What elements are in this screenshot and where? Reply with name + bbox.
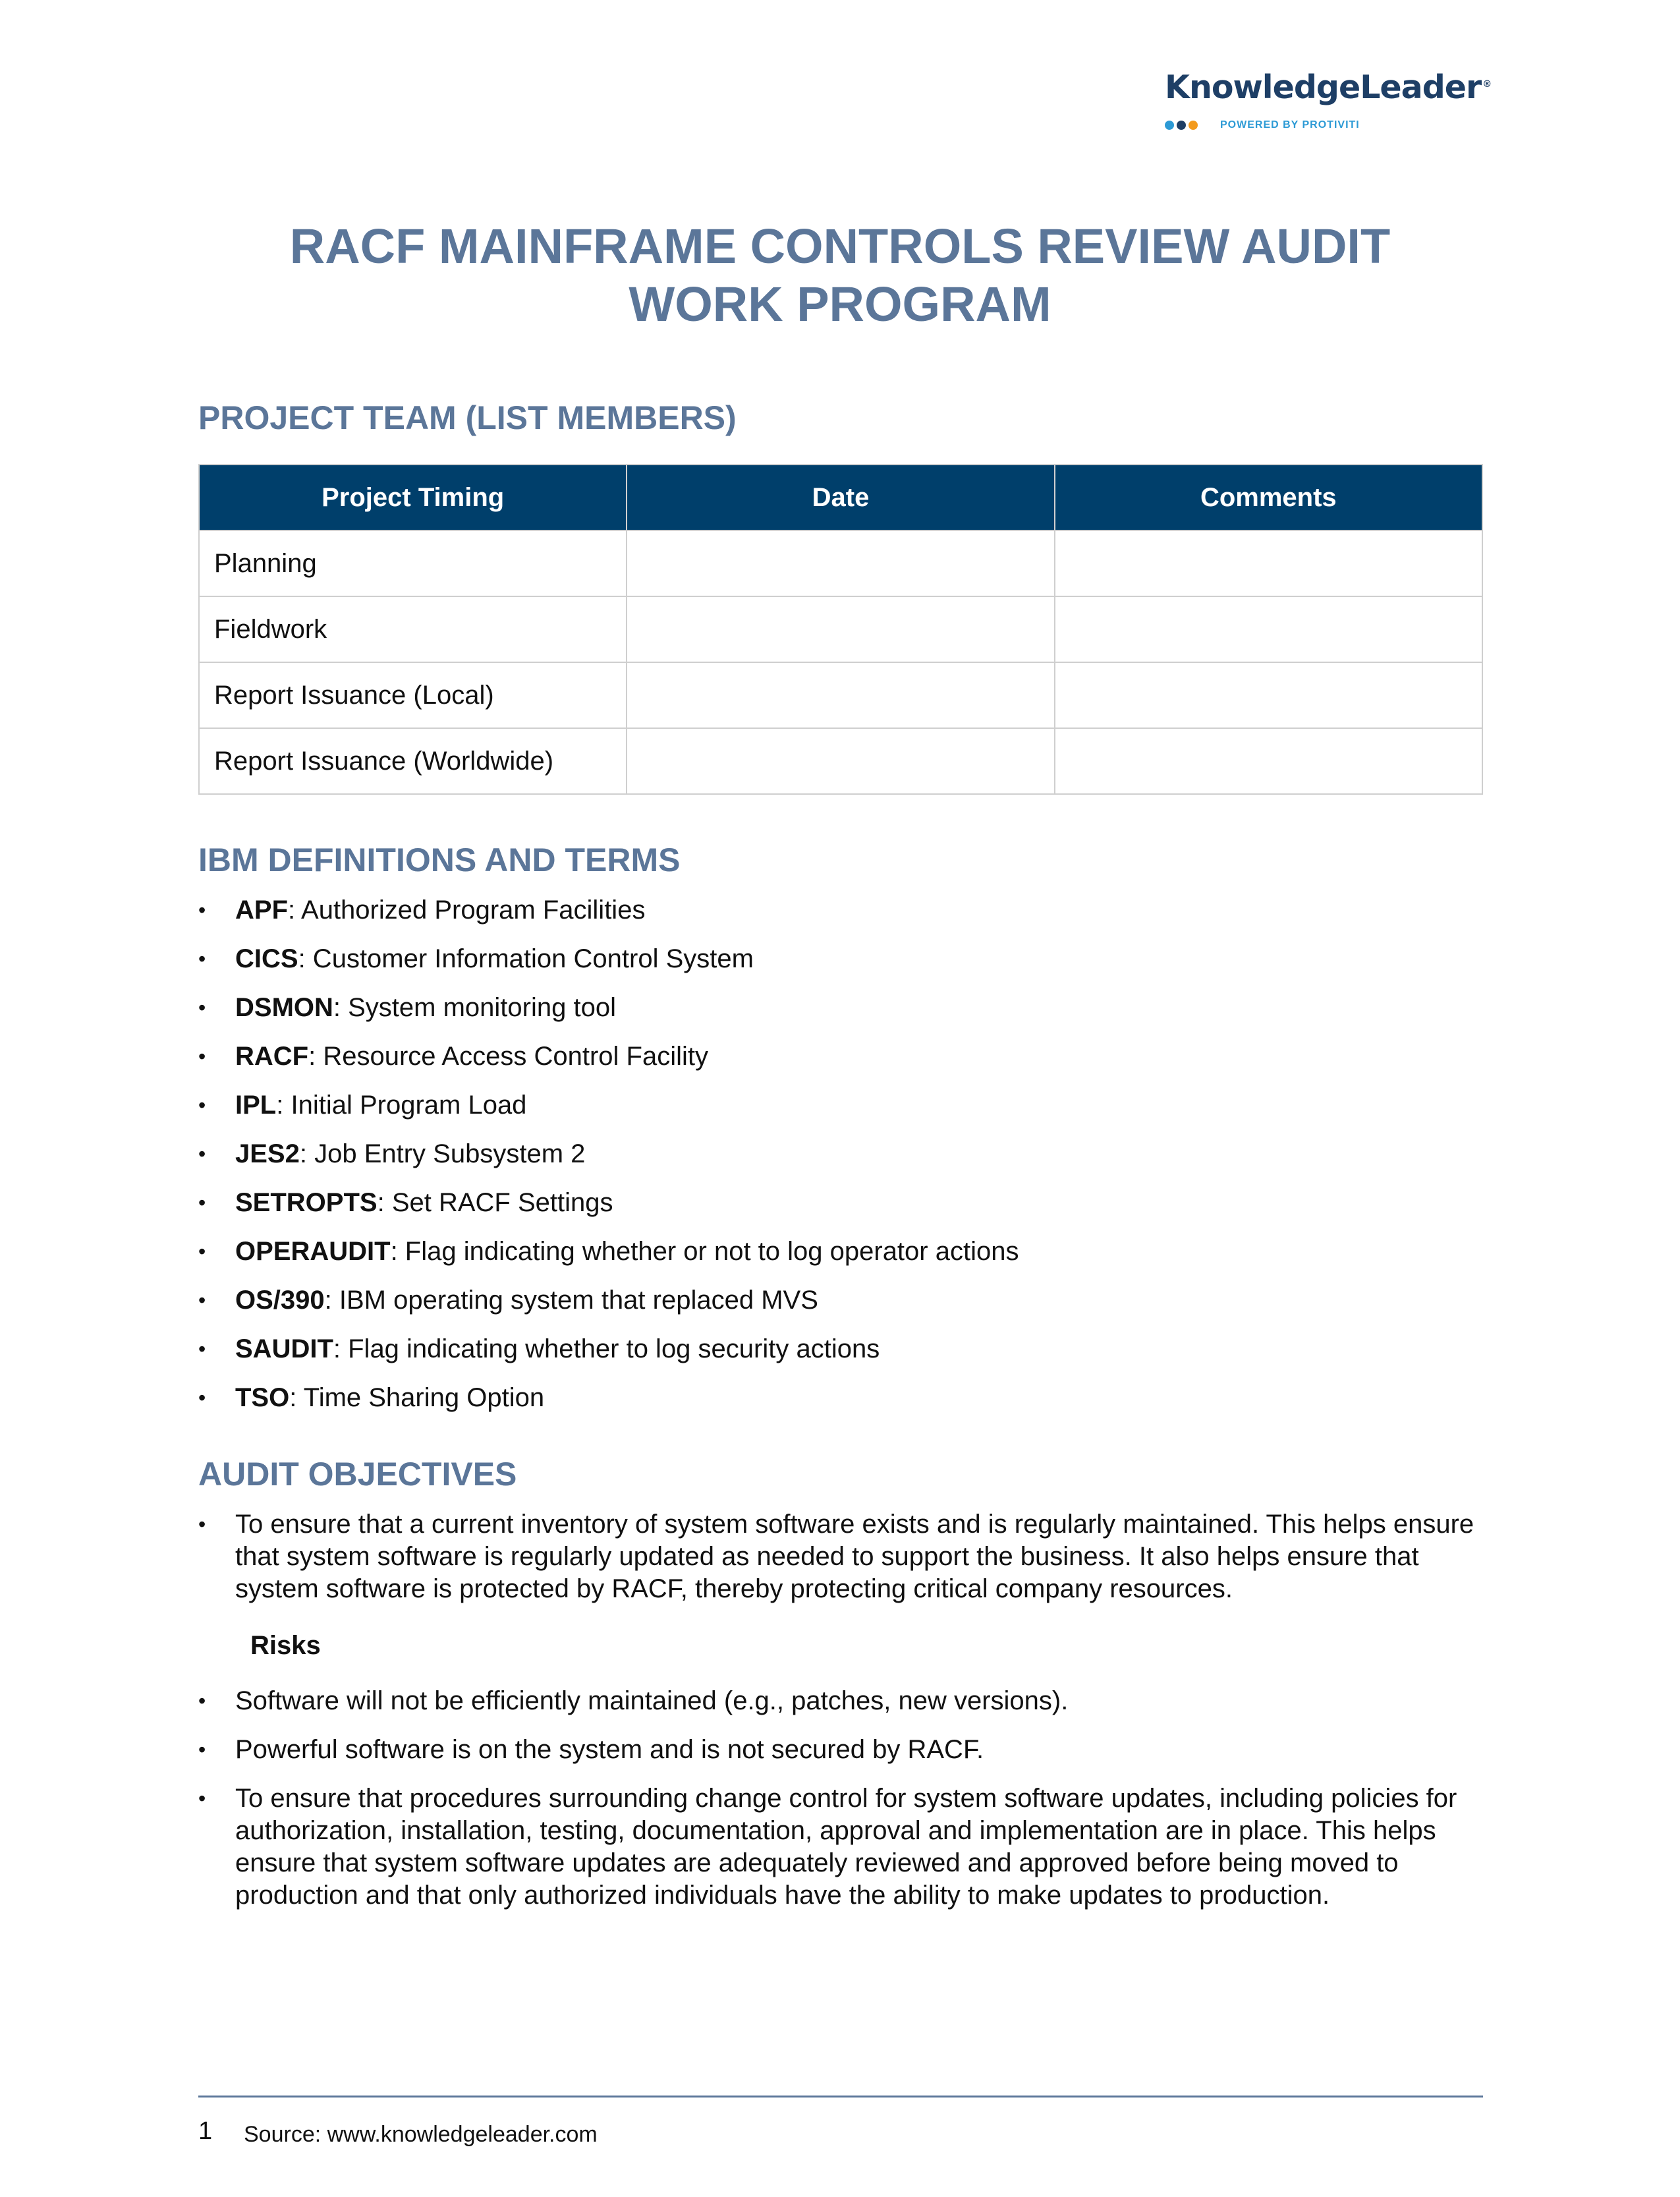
term: JES2: [235, 1139, 300, 1168]
logo-wordmark: [1165, 69, 1492, 106]
list-item: [198, 894, 1490, 927]
table-row: [199, 662, 1482, 728]
list-item: [198, 1734, 1490, 1766]
term-definition: : Resource Access Control Facility: [308, 1042, 708, 1071]
risks-heading: Risks: [250, 1631, 321, 1660]
risk-text: Software will not be efficiently maintained (e.g., patches, new versions).: [235, 1686, 1069, 1715]
logo-dot-blue: [1165, 121, 1174, 130]
term: OS/390: [235, 1286, 325, 1315]
bullet-icon: •: [198, 1337, 206, 1361]
project-team-heading: PROJECT TEAM (LIST MEMBERS): [198, 399, 737, 436]
term: SETROPTS: [235, 1188, 378, 1217]
audit-objectives-heading: AUDIT OBJECTIVES: [198, 1456, 517, 1493]
list-item: [198, 1138, 1490, 1170]
term-definition: : System monitoring tool: [333, 993, 616, 1022]
logo-tagline: POWERED BY PROTIVITI: [1220, 119, 1360, 130]
knowledgeleader-logo: [1165, 69, 1492, 131]
bullet-icon: •: [198, 947, 206, 971]
term: APF: [235, 896, 288, 925]
list-item: [198, 1382, 1490, 1414]
term-definition: : Customer Information Control System: [298, 944, 754, 973]
cell-date[interactable]: [627, 530, 1054, 596]
list-item: [198, 1685, 1490, 1717]
term-definition: : Initial Program Load: [276, 1091, 527, 1120]
definitions-list: [198, 894, 1490, 1431]
cell-timing: Planning: [199, 530, 627, 596]
bullet-icon: •: [198, 898, 206, 922]
list-item: [198, 1089, 1490, 1122]
list-item: [198, 1508, 1490, 1605]
term: OPERAUDIT: [235, 1237, 391, 1266]
logo-registered-mark: ®: [1482, 78, 1492, 90]
cell-comments[interactable]: [1055, 662, 1482, 728]
source-note: Source: www.knowledgeleader.com: [244, 2122, 598, 2147]
bullet-icon: •: [198, 1044, 206, 1068]
term: CICS: [235, 944, 298, 973]
list-item: [198, 1284, 1490, 1317]
table-row: [199, 596, 1482, 662]
bullet-icon: •: [198, 1093, 206, 1117]
table-header-row: [199, 465, 1482, 530]
term: DSMON: [235, 993, 333, 1022]
list-item: [198, 1783, 1490, 1912]
risk-text: To ensure that procedures surrounding change control for system software updates, including policies for authorization, installation, testing, documentation, approval and implementation are in place. This helps ensure that system software updates are adequately reviewed and approved before being moved to production and that only authorized individuals have the ability to make updates to production.: [235, 1784, 1457, 1910]
term-definition: : Flag indicating whether to log security actions: [333, 1334, 880, 1363]
bullet-icon: •: [198, 1288, 206, 1312]
footer-rule: [198, 2096, 1483, 2097]
cell-timing: Fieldwork: [199, 596, 627, 662]
table-row: [199, 728, 1482, 794]
page-number: 1: [198, 2117, 213, 2145]
list-item: [198, 1333, 1490, 1365]
logo-dot-navy: [1177, 121, 1186, 130]
risks-list: [198, 1685, 1490, 1928]
cell-date[interactable]: [627, 596, 1054, 662]
list-item: [198, 1187, 1490, 1219]
term-definition: : IBM operating system that replaced MVS: [324, 1286, 818, 1315]
logo-tagline-row: [1165, 119, 1488, 131]
term: RACF: [235, 1042, 309, 1071]
cell-date[interactable]: [627, 662, 1054, 728]
term-definition: : Authorized Program Facilities: [288, 896, 646, 925]
bullet-icon: •: [198, 1386, 206, 1410]
title-line-2: WORK PROGRAM: [629, 277, 1051, 331]
bullet-icon: •: [198, 1240, 206, 1263]
cell-comments[interactable]: [1055, 530, 1482, 596]
column-header-comments: Comments: [1055, 465, 1482, 530]
term-definition: : Flag indicating whether or not to log operator actions: [390, 1237, 1019, 1266]
cell-comments[interactable]: [1055, 596, 1482, 662]
bullet-icon: •: [198, 1142, 206, 1166]
cell-timing: Report Issuance (Worldwide): [199, 728, 627, 794]
bullet-icon: •: [198, 1689, 206, 1713]
risk-text: Powerful software is on the system and is not secured by RACF.: [235, 1735, 984, 1764]
term: SAUDIT: [235, 1334, 333, 1363]
logo-name: KnowledgeLeader: [1165, 69, 1482, 106]
term-definition: : Set RACF Settings: [377, 1188, 613, 1217]
column-header-project-timing: Project Timing: [199, 465, 627, 530]
bullet-icon: •: [198, 1512, 206, 1536]
cell-date[interactable]: [627, 728, 1054, 794]
bullet-icon: •: [198, 996, 206, 1019]
term-definition: : Job Entry Subsystem 2: [299, 1139, 586, 1168]
objectives-list: [198, 1508, 1490, 1622]
term-definition: : Time Sharing Option: [289, 1383, 545, 1412]
table-row: [199, 530, 1482, 596]
definitions-heading: IBM DEFINITIONS AND TERMS: [198, 842, 681, 878]
logo-dot-orange: [1189, 121, 1198, 130]
cell-comments[interactable]: [1055, 728, 1482, 794]
bullet-icon: •: [198, 1191, 206, 1214]
column-header-date: Date: [627, 465, 1054, 530]
objective-text: To ensure that a current inventory of system software exists and is regularly maintained. This helps ensure that system software is regularly updated as needed to support the business. It also helps ensure that system software is protected by RACF, thereby protecting critical company resources.: [235, 1510, 1474, 1603]
title-line-1: RACF MAINFRAME CONTROLS REVIEW AUDIT: [289, 219, 1391, 273]
term: IPL: [235, 1091, 277, 1120]
list-item: [198, 943, 1490, 975]
project-timing-table: [198, 464, 1483, 795]
cell-timing: Report Issuance (Local): [199, 662, 627, 728]
bullet-icon: •: [198, 1786, 206, 1810]
bullet-icon: •: [198, 1738, 206, 1761]
document-title: [0, 217, 1680, 333]
term: TSO: [235, 1383, 290, 1412]
list-item: [198, 1041, 1490, 1073]
list-item: [198, 992, 1490, 1024]
list-item: [198, 1236, 1490, 1268]
